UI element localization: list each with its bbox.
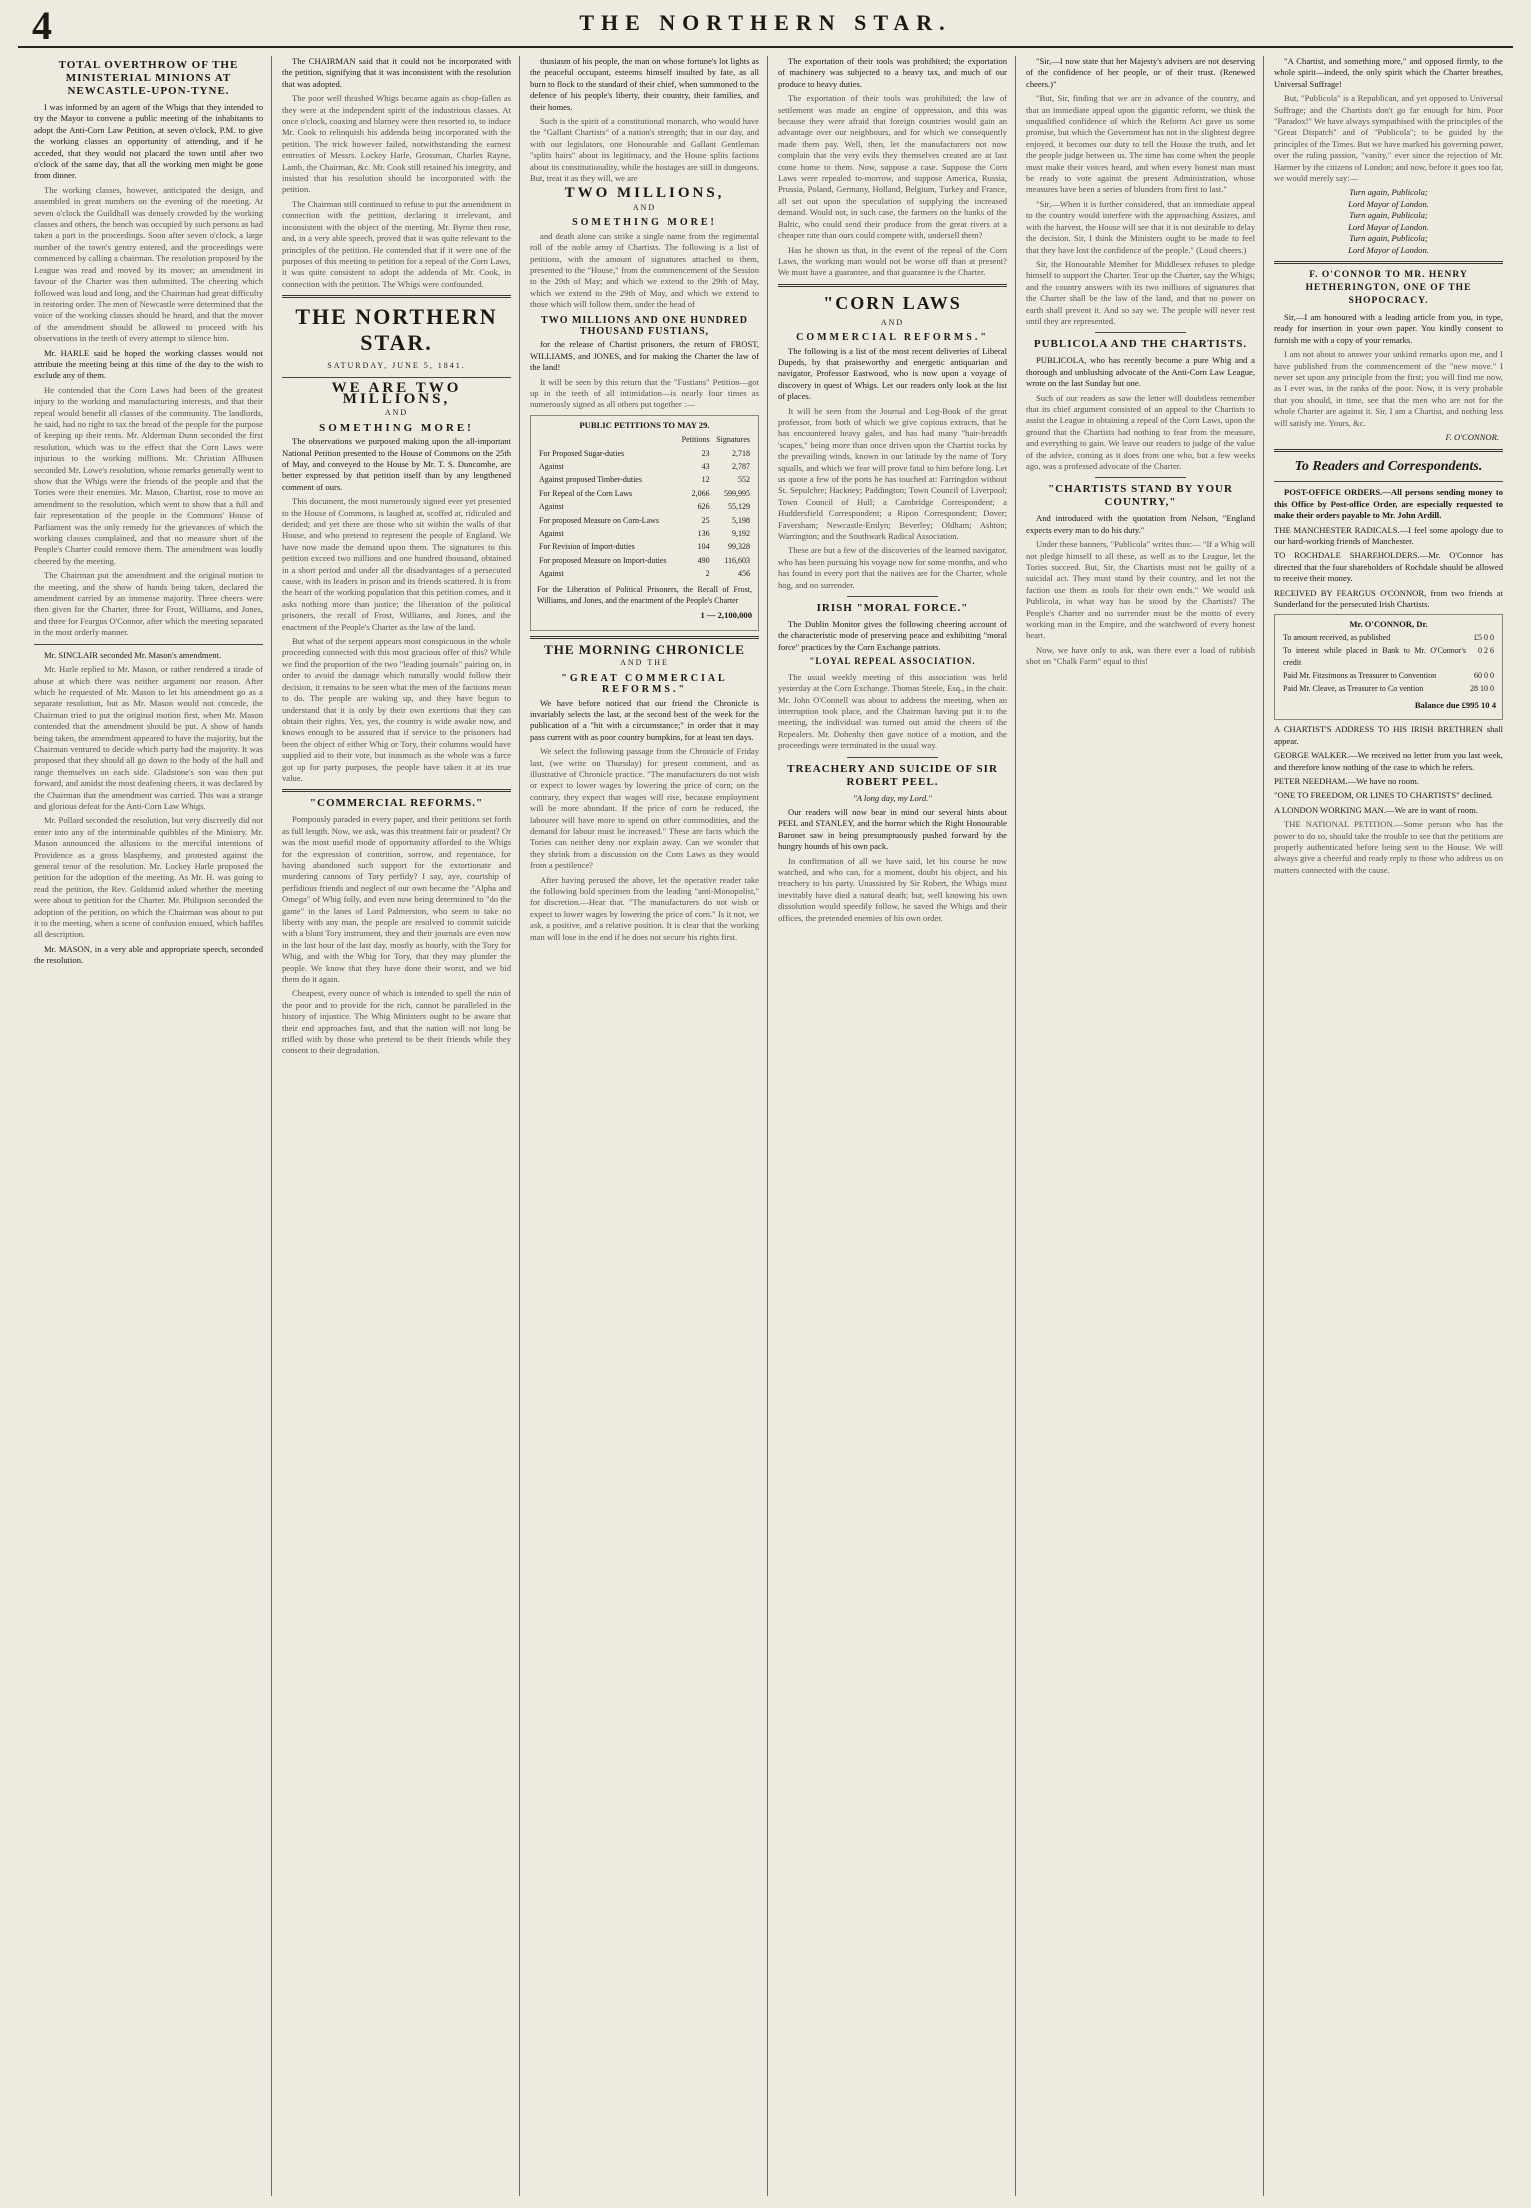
divider: [1095, 332, 1187, 333]
divider: [282, 295, 511, 298]
article-body-text: The exportation of their tools was prohibited; the law of settlement was made an engine of oppression, and this was because they were afraid that foreign countries would gain an advantage over our neighbours, and for which we consequently made them pay. Well, then, let the manufacturers not now complain that the very evils they themselves created are at last come home to them. Now, suppose a case. Suppose the Corn Laws were repealed to-morrow, and suppose America, Russia, Prussia, Poland, Germany, Holland, Belgium, Turkey and France, all set out upon the speculation of supplying the increased demand. Would not, in such case, the farmers on the banks of the Baltic, who could send their produce from the great rivers at a cheaper rate than ours could compete with, undersell them?: [778, 93, 1007, 241]
letter-heading: F. O'CONNOR TO MR. HENRY HETHERINGTON, ONE OF THE SHOPOCRACY.: [1305, 269, 1472, 306]
article-paragraph: "A Chartist, and something more," and opposed firmly, to the whole spirit—indeed, the only spirit which the Charter breathes, Universal Suffrage!: [1274, 56, 1503, 89]
article-paragraph: The CHAIRMAN said that it could not be incorporated with the petition, signifying that it was inconsistent with the resolution that was adopted.: [282, 56, 511, 89]
article-body-text: Mr. Harle replied to Mr. Mason, or rather rendered a tirade of abuse at which there was neither argument nor reason. After which he requested of Mr. Mason to let his amendment go as a separate resolution, but as Mr. Mason would not concede, the Chairman tried to put the original motion first, when Mr. Mason contended that the amendment should be put. A show of hands being taken, the amendment appeared to have the majority, but the Chairman ventured to decide which party had the majority. It was proposed that they should all go down to the body of the hall and range themselves on each side. Gladstone's son was then put forward, and amidst the most deafening cheers, it was declared by the Chairman that the amendment was carried. This was a strange and glorious defeat for the Anti-Corn Law Whigs.: [34, 664, 263, 811]
corn-laws-subheading: COMMERCIAL REFORMS.": [796, 332, 989, 344]
article-body-text: Mr. Pollard seconded the resolution, but very discreetly did not enter into any of the interminable quibbles of the Ministry. Mr. Mason announced the allusions to the merciful intentions of Providence as a gross blasphemy, and protested against the general tenor of the resolution. Mr. Lockey Harle proposed the petition for the adoption of the meeting. As Mr. H. was going to read the petition, the Rev. Goldsmid asked whether the meeting were about to petition for the Charter. Mr. Philipson seconded the adoption of the petition, on which the Chairman was about to put it to the meeting, when a scene of confusion ensued, which baffles all description.: [34, 815, 263, 940]
article-body-text: We select the following passage from the Chronicle of Friday last, (we write on Thursday) for present comment, and as illustrative of Chronicle practice. "The manufacturers do not wish or expect to lower wages by lowering the price of corn; on the contrary, they expect that wages will rise, because employment will be more abundant. If the price of corn be reduced, the labourer will have more to spend on other commodities, and the demand for labour must be increased." These are facts which the Tories can neither deny nor explain away. Can we wonder that they shrink from a discussion on the Corn Laws as they would from a pestilence?: [530, 746, 759, 871]
table-cell: 0 2 6: [1478, 646, 1494, 656]
table-row: [537, 554, 752, 567]
paper-title: THE NORTHERN STAR.: [295, 304, 498, 356]
newspaper-title: THE NORTHERN STAR.: [579, 10, 952, 35]
column-3: [530, 56, 768, 2196]
divider: [1095, 477, 1187, 478]
table-cell: 599,995: [724, 488, 750, 498]
article-paragraph: The observations we purposed making upon the all-important National Petition presented to the House of Commons on the 25th of May, and conveyed to the House by Mr. T. S. Duncombe, are better expressed by that petition itself than by any lengthened comment of ours.: [282, 436, 511, 492]
table-cell: 490: [697, 555, 710, 565]
banner-title: TWO MILLIONS,: [564, 185, 725, 202]
chartist-petition-line: For the Liberation of Political Prisoners, the Recall of Frost, Williams, and Jones, and the enactment of the People's Charter: [537, 584, 752, 606]
table-cell: Against: [539, 529, 564, 539]
toast-line: Lord Mayor of London.: [1348, 198, 1429, 209]
toast-line: Lord Mayor of London.: [1348, 244, 1429, 255]
table-cell: 2: [705, 569, 710, 579]
table-cell: 2,787: [732, 462, 750, 471]
table-row: [537, 527, 752, 540]
table-cell: For proposed Measure on Import-duties: [539, 555, 667, 565]
article-body-text: The usual weekly meeting of this association was held yesterday at the Corn Exchange. Thomas Steele, Esq., in the chair. Mr. John O'Connell was about to address the meeting, when an interruption took place, and the Chairman having put it to the meeting, the individual was turned out amid the cheers of the Repealers. Mr. Dohenhy then gave notice of a motion, and the proceedings were terminated in the usual way.: [778, 671, 1007, 751]
table-row: [537, 447, 752, 460]
table-header-cell: Petitions: [681, 435, 710, 445]
table-cell: 9,192: [732, 529, 750, 539]
article-body-text: The working classes, however, anticipated the design, and assembled in great numbers on the evening of the meeting. At seven o'clock the Guildhall was densely crowded by the working classes and others, the bench was occupied by such persons as had taken a part in the proceedings. Soon after seven o'clock, a large number of the town's gentry entered, and the proceedings were commenced by calling a chairman. The resolution proposed by the League was read and moved by its mover; an amendment in favour of the Charter was then submitted. The cheering which followed was loud and long, and the Chairman had great difficulty in restoring order. The men of Newcastle were determined that the voice of the working classes should be heard, and that the mover of the amendment should be allowed to proceed with his observations in the teeth of every attempt to silence him.: [34, 184, 263, 344]
divider: [1274, 261, 1503, 264]
article-paragraph: thusiasm of his people, the man on whose fortune's lot lights as the peaceful occupant, esteems himself insulted by fate, as all burn to flock to the standard of their chief, when summoned to the defence of his people's liberty, their country, their families, and their homes.: [530, 56, 759, 112]
table-cell: 60 0 0: [1474, 671, 1494, 681]
masthead: [18, 0, 1513, 48]
columns: [34, 56, 1511, 2196]
correspondents-heading: To Readers and Correspondents.: [1294, 459, 1483, 475]
article-body-text: After having perused the above, let the operative reader take the following bold specimen from the leading "anti-Monopolist," for discretion.—Hear that. "The manufacturers do not wish or expect to lower wages by lowering the price of corn." Is it not, we ask, a positive, and a relative position. It is clear that the working man will lose in the end if he does not secure his rights first.: [530, 874, 759, 942]
chartists-stand-heading: "CHARTISTS STAND BY YOUR COUNTRY,": [1048, 483, 1233, 509]
toast-line: Turn again, Publicola;: [1349, 233, 1428, 244]
toast-line: Turn again, Publicola;: [1349, 187, 1428, 198]
article-body-text: The Chairman put the amendment and the original motion to the meeting, and the show of hands being taken, declared the amendment carried by an immense majority. Three cheers were then given for the Charter, three for Frost, Williams, and Jones, and three for Feargus O'Connor, after which the meeting separated in the most orderly manner.: [34, 570, 263, 638]
table-cell: Against: [539, 462, 564, 471]
corn-laws-heading: "CORN LAWS: [823, 292, 962, 313]
account-title: Mr. O'CONNOR, Dr.: [1349, 619, 1428, 630]
table-cell: 552: [738, 475, 750, 485]
divider: [847, 757, 939, 758]
account-table: [1281, 631, 1496, 696]
article-body-text: Such of our readers as saw the letter will doubtless remember that its chief argument consisted of an appeal to the Chartists to assist the League in obtaining a repeal of the Corn Laws, upon the ground that the Chartists had nothing to fear from the measure, and everything to gain. We leave our readers to judge of the value of the advice, coming as it does from one who, but a few weeks ago, was a professed advocate of the Charter.: [1026, 392, 1255, 471]
table-cell: 23: [701, 448, 710, 458]
article-heading-ministerial-minions: TOTAL OVERTHROW OF THE MINISTERIAL MINIONS AT NEWCASTLE-UPON-TYNE.: [58, 59, 239, 97]
article-body-text: This document, the most numerously signed ever yet presented to the House of Commons, is laughed at, scoffed at, ridiculed and derided; and yet there are those who sit within the walls of that House, and who pretend to represent the people of England. We have now made the demand upon them. The signatures to this petition exceed two millions and one hundred thousand, obtained in a short period and under all the disadvantages of a persecuted cause, with its leaders in prison and its friends scattered. It is from the heart of the working population that this petition comes, and it asks nothing more than justice; the liberation of the political prisoners, the recall of Frost, Williams, and Jones, and the enactment of the People's Charter as the law of the land.: [282, 496, 511, 632]
table-cell: Against proposed Timber-duties: [539, 475, 642, 485]
table-row: [1281, 669, 1496, 682]
article-paragraph: "Sir,—I now state that her Majesty's advisers are not deserving of the confidence of her people, or of their trust. (Renewed cheers.)": [1026, 56, 1255, 89]
table-cell: To amount received, as published: [1283, 632, 1391, 642]
table-cell: 28 10 0: [1470, 684, 1494, 694]
correspondent-item: RECEIVED BY FEARGUS O'CONNOR, from two friends at Sunderland for the persecuted Irish Chartists.: [1274, 587, 1503, 610]
article-body-text: Now, we have only to ask, was there ever a load of rubbish shot on "Chalk Farm" equal to this!: [1026, 644, 1255, 667]
table-header-row: [537, 433, 752, 446]
article-body-text: Sir, the Honourable Member for Middlesex refuses to pledge himself to support the Charter. Tear up the Charter, say the Whigs; and the country answers with its two millions of signatures that the Charter shall be the law of the land, and that no power on earth shall prevent it. And so say we. The people will never rest until they are represented.: [1026, 258, 1255, 326]
page-number: 4: [32, 3, 52, 48]
article-paragraph: for the release of Chartist prisoners, the return of FROST, WILLIAMS, and JONES, and for making the Charter the law of the land!: [530, 339, 759, 373]
toast-block: [1274, 187, 1503, 255]
table-cell: 12: [701, 475, 710, 485]
publicola-heading: PUBLICOLA AND THE CHARTISTS.: [1033, 338, 1248, 351]
toast-line: Lord Mayor of London.: [1348, 221, 1429, 232]
table-row: [537, 487, 752, 500]
article-paragraph: PUBLICOLA, who has recently become a pure Whig and a thorough and unblushing advocate of the Anti-Corn Law League, wrote on the last Sunday but one.: [1026, 355, 1255, 389]
article-body-text: and death alone can strike a single name from the regimental roll of the noble army of Chartists. The following is a list of petitions, with the amount of signatures attached to them, presented to the "House," from the commencement of the Session to the 29th of May; and which we extend to the 29th of May, which we extend to the 29th of May, and which we extend to those which will follow them, under the head of: [530, 230, 759, 310]
table-cell: 456: [738, 569, 750, 579]
article-paragraph: The following is a list of the most recent deliveries of Liberal Dupeds, by that praiseworthy and energetic antiquarian and navigator, Professor Eastwood, who is now upon a voyage of discovery in quest of Whigs. Let our readers only look at the list of places.: [778, 345, 1007, 402]
table-row: [537, 540, 752, 553]
petitions-table: [537, 433, 752, 580]
article-paragraph: Our readers will now bear in mind our several hints about PEEL and STANLEY, and the horror which the Right Honourable Baronet saw in being presumptuously pushed forward by the hungry hounds of his own pack.: [778, 806, 1007, 852]
article-paragraph: Sir,—I am honoured with a leading article from you, in type, ready for insertion in your own paper. You kindly consent to furnish me with a copy of your remarks.: [1274, 311, 1503, 345]
table-cell: For Proposed Sugar-duties: [539, 448, 625, 458]
divider: [282, 377, 511, 378]
article-body-text: Pompously paraded in every paper, and their petitions set forth as full length. Now, we ask, was this treatment fair or prudent? Or was the most useful mode of opportunity afforded to the Whigs for the expression of contrition, sorrow, and repentance, for having abandoned such support for the extortionate and murdering cannons of Tory perfidy? I say, aye, courtship of perfidious friends and neglect of our own became the "Alpha and Omega" of Whig folly, and even now being determined to "do the game" in the lanes of Lord Palmerston, who seem to take no liberty with any man, the people are resolved to commit suicide with a blunt Tory instrument, they and their journals are even now in the last hour of the last day, mostly as hourly, with the Tory for Whig, and with the Whig for Tory, that they may plunder the people. We know that they have done their worst, and we bid them do it again.: [282, 814, 511, 985]
table-cell: Paid Mr. Cleave, as Treasurer to Co vention: [1283, 684, 1424, 694]
divider: [530, 636, 759, 639]
column-1: [34, 56, 272, 2196]
treachery-quote: "A long day, my Lord.": [853, 792, 932, 803]
correspondent-item: A LONDON WORKING MAN.—We are in want of room.: [1274, 804, 1478, 815]
correspondent-item: PETER NEEDHAM.—We have no room.: [1274, 775, 1419, 786]
fustians-heading: TWO MILLIONS AND ONE HUNDRED THOUSAND FUSTIANS,: [541, 314, 748, 337]
table-cell: 2,718: [732, 448, 750, 458]
banner-and: AND: [632, 202, 657, 212]
banner-subtitle: SOMETHING MORE!: [572, 217, 717, 229]
divider: [778, 284, 1007, 287]
article-body-text: These are but a few of the discoveries of the learned navigator, who has been pursuing his voyage now for some months, and who has found in every port that the natives are for the Charter, whole hog, and no surrender.: [778, 545, 1007, 590]
table-row: [537, 500, 752, 513]
chartist-petition-total: 1 — 2,100,000: [700, 610, 752, 621]
column-6: [1274, 56, 1511, 2196]
table-cell: £5 0 0: [1474, 632, 1494, 642]
article-paragraph: And introduced with the quotation from Nelson, "England expects every man to do his duty.": [1026, 513, 1255, 535]
table-row: [1281, 644, 1496, 669]
table-row: [1281, 631, 1496, 644]
table-cell: 116,603: [724, 555, 750, 565]
column-2: [282, 56, 520, 2196]
table-cell: 99,328: [728, 542, 750, 552]
article-body-text: But, "Publicola" is a Republican, and yet opposed to Universal Suffrage; and the Chartists don't go far enough for him. Poor "Paradox!" We have always sympathised with the principles of the "Great Dispatch" and of "Publicola"; to be guided by the principles of the Times. But we have marked his governing power, over the ruling passion, "vanity," ever since the rejection of Mr. Harmer by the citizens of London; and now, before it goes too far, we would merely say:—: [1274, 93, 1503, 184]
post-office-orders-notice: POST-OFFICE ORDERS.—All persons sending money to this Office by Post-office Order, are especially requested to make their orders payable to Mr. John Ardill.: [1274, 487, 1503, 521]
table-cell: 136: [697, 529, 710, 539]
petitions-table-title: PUBLIC PETITIONS TO MAY 29.: [579, 419, 710, 430]
table-header-cell: Signatures: [716, 435, 750, 445]
petitions-table-box: [530, 415, 759, 631]
table-cell: 626: [697, 502, 710, 512]
correspondent-item: THE MANCHESTER RADICALS.—I feel some apology due to our hard-working friends of Manchester.: [1274, 524, 1503, 546]
table-row: [537, 567, 752, 580]
divider: [1274, 481, 1503, 482]
article-paragraph: Mr. MASON, in a very able and appropriate speech, seconded the resolution.: [34, 943, 263, 966]
article-body-text: He contended that the Corn Laws had been of the greatest injury to the working and manufacturing interests, and that their repeal would benefit all classes of the community. The landlords, he said, had no right to tax the bread of the people for the purpose of keeping up their rents. Mr. Alderman Dunn seconded the first resolution, which was to the effect that the Corn Laws were injurious to the working millions. Mr. Christian Allhusen seconded Mr. Lowe's resolution, whose remarks generally went to show that the Whigs were the friends of the people and that the Tories were their enemies. Mr. Mason, Chartist, rose to move an amendment to the resolution, which went to show that a full and fair representation of the people in the Commons' House of Parliament was the only remedy for the grievances of which the working classes complained, and that no measure short of the People's Charter could remove them. The amendment was loudly cheered by the meeting.: [34, 384, 263, 566]
correspondent-item: GEORGE WALKER.—We received no letter from you last week, and therefore know nothing of the case to which he refers.: [1274, 750, 1503, 772]
table-cell: Paid Mr. Fitzsimons as Treasurer to Convention: [1283, 671, 1437, 681]
letter-signature: F. O'CONNOR.: [1445, 431, 1499, 442]
article-paragraph: Mr. HARLE said he hoped the working classes would not attribute the meeting being at this time of the day to the wish to exclude any of them.: [34, 347, 263, 381]
article-body-text: But what of the serpent appears most conspicuous in the whole proceeding connected with this most gracious offer of this? While we find the proportion of the two "leading journals" pairing on, in order to avoid the damage which naturally would follow their decision, it remains to be seen what the men of the factions mean to do. The people are waking up, and they have begun to understand that it is only by their own exertions that they can obtain their rights. Yes, yes, the country is wide awake now, and knows enough to be assured that if service to the prisoners had been the object of either Whig or Tory, their columns would have supplied aid to their vote, but inasmuch as the whole was a farce got up for party purposes, the people have taken it at its true value.: [282, 636, 511, 783]
correspondent-item: TO ROCHDALE SHAREHOLDERS.—Mr. O'Connor has directed that the four shareholders of Rochdale should be allowed to receive their money.: [1274, 550, 1503, 584]
divider: [1274, 449, 1503, 452]
chronicle-and: AND THE: [620, 658, 669, 668]
article-body-text: Such is the spirit of a constitutional monarch, who would have the "Gallant Chartists" of a nation's strength; that in our day, and with our legislators, one Honourable and Gallant Gentleman "splits hairs" about its legitimacy, and the House splits factions about its constitutionality, while the hostages are still in dungeons. But, treat it as they will, we are: [530, 116, 759, 184]
treachery-heading: TREACHERY AND SUICIDE OF SIR ROBERT PEEL.: [787, 762, 998, 788]
divider: [282, 789, 511, 792]
divider: [847, 596, 939, 597]
leader-subheading: SOMETHING MORE!: [319, 421, 474, 434]
article-body-text: THE NATIONAL PETITION.—Some person who has the power to do so, should take the trouble to see that the petitions are properly authenticated before being sent to the House. We will always give a cheerful and ready reply to those who address us on matters connected with the cause.: [1274, 819, 1503, 875]
table-cell: 55,129: [728, 502, 750, 512]
article-body-text: It will be seen from the Journal and Log-Book of the great professor, from both of which we give copious extracts, that he has encountered heavy gales, and has had many "hair-breadth 'scapes," being more than once driven upon the Chartist rocks by the prevailing winds, known in our latitude by the name of Tory squalls, and which we fear will prove fatal to him before long. Let us quote a few of the ports he has touched at: Farringdon without St. Sepulchre; Hackney; Paddington; Town Council of Liverpool; Town Council of Hull; a Cambridge Correspondent; a Huddersfield Correspondent; a Ripon Correspondent; Dover; Faversham; Newcastle-Emlyn; Beverley; Oldham; Ashton; Warrington; and the Southwark Radical Association.: [778, 405, 1007, 542]
table-cell: 25: [701, 515, 710, 525]
table-cell: To interest while placed in Bank to Mr. O'Connor's credit: [1283, 646, 1466, 667]
table-cell: For Revision of Import-duties: [539, 542, 635, 552]
toast-line: Turn again, Publicola;: [1349, 210, 1428, 221]
article-body-text: The poor well thrashed Whigs became again as chop-fallen as they were at the independent spirit of the industrious classes. At once o'clock, coaxing and blarney were then resorted to, to induce Mr. Cook to relinquish his addenda being incorporated with the petition. The trick however failed, notwithstanding the earnest entreaties of Messrs. Lockey Harle, Grossman, Charles Rayne, Lamb, the Chairman, &c. Mr. Cook still retained his integrity, and insisted that his resolution should be incorporated with the petition.: [282, 93, 511, 195]
article-paragraph: Mr. SINCLAIR seconded Mr. Mason's amendment.: [44, 649, 222, 660]
table-cell: For Repeal of the Corn Laws: [539, 488, 633, 498]
table-row: [1281, 682, 1496, 695]
leader-heading: WE ARE TWO MILLIONS,: [331, 379, 462, 407]
article-paragraph: The Dublin Monitor gives the following cheering account of the characteristic mode of preserving peace and exhibiting "moral force" practices by the Corn Exchange patriots.: [778, 619, 1007, 652]
loyal-repeal-heading: "LOYAL REPEAL ASSOCIATION.: [809, 656, 976, 667]
table-cell: 43: [701, 462, 710, 471]
table-cell: 2,066: [691, 488, 710, 498]
article-body-text: "But, Sir, finding that we are in advance of the country, and that an immediate appeal upon the gigantic reform, we think the unqualified confidence of which the Reform Act gave us some promise, but which the Government has not in the slightest degree enjoyed, it becomes our duty to tell the House the truth, and let the people judge between us. The time has come when the people must make their voices heard, and when every honest man must be ready to vote against the present Administration, whose measures have been a series of blunders from first to last.": [1026, 93, 1255, 195]
account-balance: Balance due £995 10 4: [1414, 699, 1496, 710]
article-body-text: I am not about to answer your unkind remarks upon me, and I have published from the commencement of the "new move." I never set upon any principle from the first; you will find me now, as I ever was, in the ranks of the poor. Now, it is very probable that you should, in time, see that the men who are not for the whole Charter are against it. Sir, I am a Chartist, and nothing less will satisfy me. Yours, &c.: [1274, 349, 1503, 428]
table-row: [537, 514, 752, 527]
correspondent-item: A CHARTIST'S ADDRESS TO HIS IRISH BRETHREN shall appear.: [1274, 724, 1503, 746]
irish-moral-force-heading: IRISH "MORAL FORCE.": [816, 602, 969, 615]
chronicle-heading: THE MORNING CHRONICLE: [544, 641, 745, 657]
table-row: [537, 473, 752, 486]
account-table-body: [1281, 631, 1496, 696]
article-paragraph: The exportation of their tools was prohibited; the exportation of machinery was subjected to a heavy tax, and much of our produce to heavy duties.: [778, 56, 1007, 89]
chronicle-subheading: "GREAT COMMERCIAL REFORMS.": [561, 672, 728, 696]
column-4: [778, 56, 1016, 2196]
article-paragraph: I was informed by an agent of the Whigs that they intended to try the Mayor to convene a public meeting of the inhabitants to adopt the Anti-Corn Law Petition, at seven o'clock, P.M. to give the working classes an opportunity of attending, and if he acceded, that they would not placard the town until after two o'clock of the same day, that all the working men might be gone from dinner.: [34, 102, 263, 181]
article-body-text: In confirmation of all we have said, let his course be now watched, and who can, for a moment, doubt his object, and his treachery to his party. Unassisted by Sir Robert, the Whigs must inevitably have died a natural death; but, well knowing his own dissolution would speedily follow, he saved the Whigs and their offices, the pretended enemies of his own order.: [778, 855, 1007, 923]
leader-and: AND: [384, 408, 409, 418]
column-5: [1026, 56, 1264, 2196]
divider: [34, 644, 263, 645]
article-body-text: The Chairman still continued to refuse to put the amendment in connection with the petition, declaring it irrelevant, and inconsistent with the object of the meeting. Mr. Byrne then rose, and, in a very able speech, proved that it was quite relevant to the principles of the petition. He contended that if it were one of the purposes of this meeting to petition for a repeal of the Corn Laws, it was quite consistent to adopt the addenda of Mr. Cook, in connection with the petition. The Whigs were confounded.: [282, 198, 511, 289]
correspondent-item: "ONE TO FREEDOM, OR LINES TO CHARTISTS" declined.: [1274, 790, 1494, 801]
corn-laws-and: AND: [880, 317, 905, 327]
table-cell: Against: [539, 569, 564, 579]
table-row: [537, 460, 752, 473]
table-cell: 5,198: [732, 515, 750, 525]
article-body-text: Cheapest, every ounce of which is intended to spell the ruin of the poor and to provide for the rich, cannot be paralleled in the history of injustice. The Whig Ministers ought to be aware that their end approaches fast, and that the nation will not long be trifled with by those who pretend to be their friends while they consent to their degradation.: [282, 988, 511, 1056]
table-cell: Against: [539, 502, 564, 512]
article-body-text: "Sir,—When it is further considered, that an immediate appeal to the country would interfere with the approaching Assizes, and with the harvest, the House will see that it is not desirable to delay the decision. Sir, I think the Ministers ought to be made to feel that they have lost the confidence of the people." (Loud cheers.): [1026, 198, 1255, 255]
article-body-text: Has he shown us that, in the event of the repeal of the Corn Laws, the working man would not be worse off than at present? We must have a guarantee, and that guarantee is the Charter.: [778, 244, 1007, 278]
table-cell: 104: [697, 542, 710, 552]
petitions-table-body: [537, 447, 752, 581]
table-cell: For proposed Measure on Corn-Laws: [539, 515, 659, 525]
dateline: SATURDAY, JUNE 5, 1841.: [327, 361, 466, 371]
article-body-text: It will be seen by this return that the "Fustians" Petition—got up in the teeth of all intimidation—is nearly four times as numerously signed as all others put together :—: [530, 376, 759, 410]
article-paragraph: We have before noticed that our friend the Chronicle is invariably selects the last, at the second best of the week for the publication of a "hit with a circumstance;" in order that it may pass current with as poor country bumpkins, for at least ten days.: [530, 697, 759, 742]
table-header-cell: [537, 433, 677, 446]
account-box: [1274, 614, 1503, 720]
commercial-reforms-heading: "COMMERCIAL REFORMS.": [309, 797, 484, 810]
article-body-text: Under these banners, "Publicola" writes thus:— "If a Whig will not pledge himself to all these, as well as to the League, let the Tories succeed. But, Sir, the Chartists must not be guilty of a suicidal act. They must stand by their country, and let not the faction use them as tools for their own ends." We would ask Publicola, in what way has he stood by the Chartists? The People's Charter and no surrender must be the motto of every working man in the Empire, and the watchword of every honest heart.: [1026, 539, 1255, 641]
